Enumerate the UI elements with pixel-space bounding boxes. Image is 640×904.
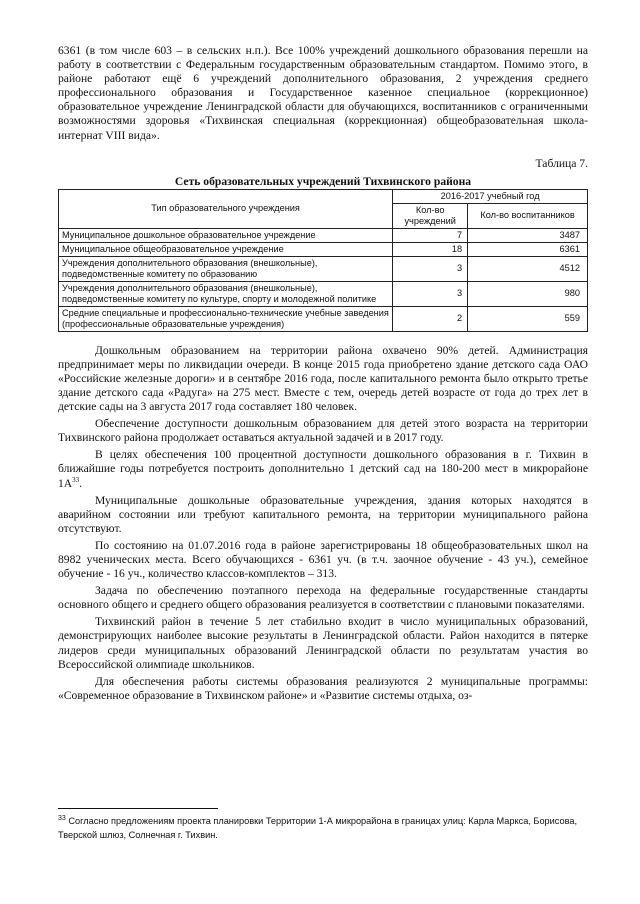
row-type: Учреждения дополнительного образования (внешкольные), подведомственные комитету по образованию — [59, 256, 393, 281]
table-row — [59, 228, 588, 242]
paragraph-results: Тихвинский район в течение 5 лет стабильно входит в число муниципальных образований, демонстрирующих наиболее высокие результаты в Ленинградской области. Район находится в пятерке лидеров среди муниципальных образований Ленинградской области по результатам участия во Всероссийской олимпиаде школьников. — [58, 615, 588, 671]
table-row — [59, 281, 588, 306]
row-count: 3 — [393, 281, 468, 306]
paragraph-coverage: Дошкольным образованием на территории района охвачено 90% детей. Администрация предпринимает меры по ликвидации очереди. В конце 2015 года приобретено здание детского сада ОАО «Российские железные дороги» и в сентябре 2016 года, после капитального ремонта было открыто третье здание детского сада «Радуга» на 275 мест. Вместе с тем, очередь детей возрасте от года до трех лет в детские сады на 3 августа 2017 года составляет 180 человек. — [58, 343, 588, 414]
table-label: Таблица 7. — [535, 156, 588, 170]
table-row — [59, 306, 588, 331]
kindergarten-text: В целях обеспечения 100 процентной доступности дошкольного образования в г. Тихвин в ближайшие годы потребуется построить дополнительно 1 детский сад на 180-200 мест в микрорайоне 1А — [58, 448, 588, 490]
paragraph-emergency: Муниципальные дошкольные образовательные учреждения, здания которых находятся в аварийном состоянии или требуют капитального ремонта, на территории муниципального района отсутствуют. — [58, 493, 588, 535]
table-title: Сеть образовательных учреждений Тихвинского района — [174, 174, 472, 188]
header-type: Тип образовательного учреждения — [59, 189, 393, 228]
row-type: Учреждения дополнительного образования (внешкольные), подведомственные комитету по культуре, спорту и молодежной политике — [59, 281, 393, 306]
header-year: 2016-2017 учебный год — [393, 189, 588, 203]
paragraph-schools: По состоянию на 01.07.2016 года в районе зарегистрированы 18 общеобразовательных школ на 8982 ученических места. Всего обучающихся - 6361 уч. (в т.ч. заочное обучение - 43 уч.), семейное обучение - 16 уч., количество классов-комплектов – 313. — [58, 538, 588, 581]
row-pupils: 559 — [468, 306, 588, 331]
row-pupils: 4512 — [468, 256, 588, 281]
paragraph-standards: Задача по обеспечению поэтапного перехода на федеральные государственные стандарты основного общего и среднего общего образования реализуется в соответствии с плановыми показателями. — [58, 584, 588, 612]
row-type: Муниципальное дошкольное образовательное учреждение — [59, 228, 393, 242]
row-pupils: 980 — [468, 281, 588, 306]
table-row — [59, 256, 588, 281]
document-page — [58, 44, 588, 703]
row-type: Муниципальное общеобразовательное учреждение — [59, 242, 393, 256]
row-count: 3 — [393, 256, 468, 281]
table-row — [59, 242, 588, 256]
paragraph-programs: Для обеспечения работы системы образования реализуются 2 муниципальные программы: «Современное образование в Тихвинском районе» и «Развитие системы отдыха, оз- — [58, 674, 588, 702]
row-count: 2 — [393, 306, 468, 331]
intro-paragraph: 6361 (в том числе 603 – в сельских н.п.). Все 100% учреждений дошкольного образования перешли на работу в соответствии с Федеральным государственным образовательным стандартом. Помимо этого, в районе работают ещё 6 учреждений дополнительного образования, 2 учреждения среднего профессионального образования и Государственное казенное специальное (коррекционное) образовательное учреждение Ленинградской области для обучающихся, воспитанников с ограниченными возможностями здоровья «Тихвинская специальная (коррекционная) общеобразовательная школа-интернат VIII вида». — [58, 44, 588, 142]
row-type: Средние специальные и профессионально-технические учебные заведения (профессиональные образовательные учреждения) — [59, 306, 393, 331]
paragraph-kindergarten: В целях обеспечения 100 процентной доступности дошкольного образования в г. Тихвин в ближайшие годы потребуется построить дополнительно 1 детский сад на 180-200 мест в микрорайоне $1А^{33}$. — [58, 448, 588, 490]
footnote-text: Согласно предложениям проекта планировки Территории 1-А микрорайона в границах улиц: Карла Маркса, Борисова, Тверской шлюз, Солнечная г. Тихвин. — [58, 816, 578, 840]
footnote-ref: 33 — [72, 475, 80, 484]
footnote — [58, 815, 588, 842]
row-pupils: 3487 — [468, 228, 588, 242]
row-count: 7 — [393, 228, 468, 242]
footnote-divider — [58, 808, 218, 809]
footnote-number: 33 — [58, 814, 66, 822]
institutions-table — [58, 189, 588, 332]
header-pupils: Кол-во воспитанников — [468, 203, 588, 228]
header-count: Кол-во учреждений — [393, 203, 468, 228]
table-header-row — [59, 189, 588, 203]
row-count: 18 — [393, 242, 468, 256]
paragraph-accessibility: Обеспечение доступности дошкольным образованием для детей этого возраста на территории Тихвинского района продолжает оставаться актуальной задачей и в 2017 году. — [58, 417, 588, 445]
row-pupils: 6361 — [468, 242, 588, 256]
